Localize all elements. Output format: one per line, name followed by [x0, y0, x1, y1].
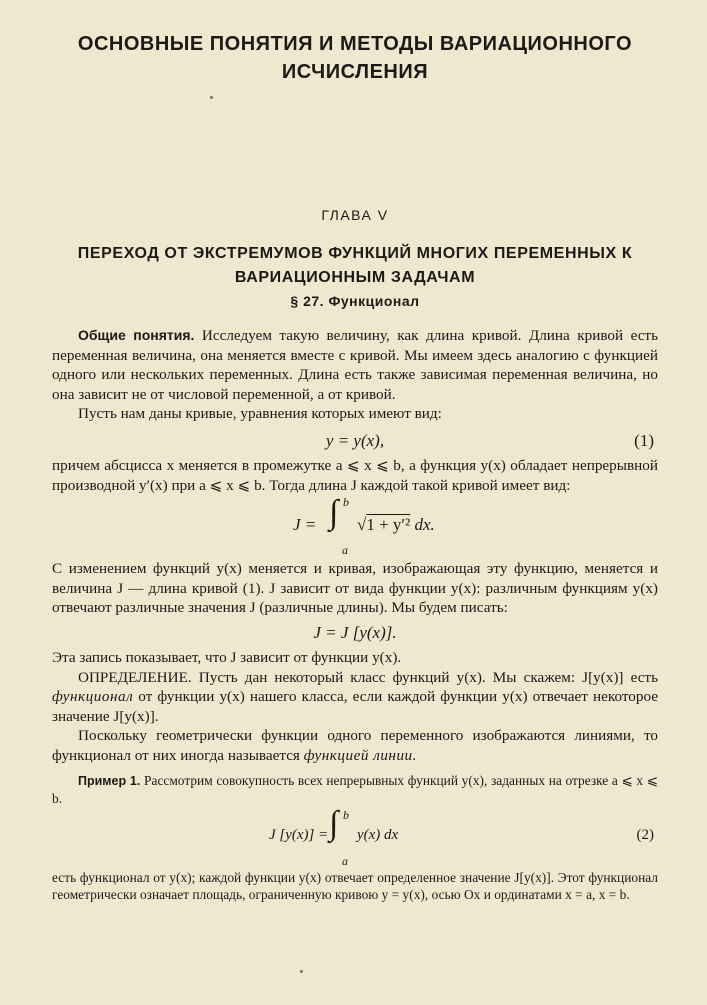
paragraph-term: функцией линии. — [303, 746, 417, 764]
chapter-title: ПЕРЕХОД ОТ ЭКСТРЕМУМОВ ФУНКЦИЙ МНОГИХ ПЕРЕМЕННЫХ К ВАРИАЦИОННЫМ ЗАДАЧАМ — [77, 245, 633, 286]
formula-2 — [52, 495, 658, 559]
paragraph-definition — [52, 668, 658, 727]
definition-lead: ОПРЕДЕЛЕНИЕ. — [78, 668, 192, 686]
integral — [225, 804, 485, 869]
paragraph-notation: Эта запись показывает, что J зависит от функции y(x). — [52, 648, 402, 666]
book-page — [52, 30, 658, 985]
example-block — [52, 772, 658, 903]
paragraph-text: Поскольку геометрически функции одного переменного изображаются линиями, то функционал от них иногда называется — [52, 727, 658, 764]
paragraph-dependence: С изменением функций y(x) меняется и кривая, изображающая эту функцию, меняется и величина J — длина кривой (1). J зависит от вида функции y(x): различным функциям y(x) отвечают различные значения J (различные длины). Мы будем писать: — [52, 560, 658, 617]
equation-number: (2) — [636, 826, 654, 843]
integral-upper-limit: b — [343, 495, 349, 510]
integrand: y(x) dx — [357, 826, 399, 843]
paragraph-intro — [52, 326, 658, 404]
formula-3 — [52, 618, 658, 648]
integrand — [357, 515, 435, 535]
integral-sign: ∫ — [329, 494, 339, 532]
formula-lhs: J = — [293, 515, 317, 535]
integral-lower-limit: a — [342, 853, 348, 868]
paragraph-abscissa: причем абсцисса x меняется в промежутке a ⩽ x ⩽ b, а функция y(x) обладает непрерывной производной y′(x) при a ⩽ x ⩽ b. Тогда длина J каждой такой кривой имеет вид: — [52, 456, 658, 494]
paragraph-text: Исследуем такую величину, как длина кривой. Длина кривой есть переменная величина, она меняется вместе с кривой. Мы имеем здесь аналогию с функцией одного или нескольких переменных. Длина есть также зависимая переменная величина, но она зависит не от числовой переменной, а от кривой. — [52, 327, 658, 403]
paragraph-geometric — [52, 726, 658, 765]
definition-text: Пусть дан некоторый класс функций y(x). Мы скажем: J[y(x)] есть — [191, 668, 658, 686]
formula-expression: y = y(x), — [325, 430, 385, 450]
page-title: ОСНОВНЫЕ ПОНЯТИЯ И МЕТОДЫ ВАРИАЦИОННОГО ИСЧИСЛЕНИЯ — [77, 33, 633, 83]
example-explanation: есть функционал от y(x); каждой функции y(x) отвечает определенное значение J[y(x)]. Этот функционал геометрически означает площадь, ограниченную кривою y = y(x), осью Ox и ординатами x = a, x = b. — [52, 869, 658, 902]
radicand: 1 + y′² — [366, 515, 411, 535]
chapter-label: ГЛАВА V — [321, 207, 389, 223]
formula-lhs: J [y(x)] = — [269, 826, 329, 843]
definition-text: от функции y(x) нашего класса, если каждой функции y(x) отвечает некоторое значение J[y(x)]. — [52, 688, 658, 725]
body-text — [52, 326, 658, 903]
integral-upper-limit: b — [343, 807, 349, 822]
paragraph-curves: Пусть нам даны кривые, уравнения которых имеют вид: — [78, 405, 442, 423]
root-sign: √ — [357, 515, 367, 535]
formula-expression: J = J [y(x)]. — [313, 622, 397, 642]
formula-1 — [52, 426, 658, 456]
integral-sign: ∫ — [329, 804, 339, 842]
example-lead: Пример 1. — [78, 773, 141, 788]
example-text: Рассмотрим совокупность всех непрерывных функций y(x), заданных на отрезке a ⩽ x ⩽ b. — [52, 772, 658, 806]
section-title: § 27. Функционал — [290, 293, 420, 309]
differential: dx. — [410, 515, 435, 535]
formula-2-example — [52, 804, 658, 869]
example-intro — [52, 772, 658, 807]
paragraph-lead: Общие понятия. — [78, 327, 195, 343]
definition-term: функционал — [52, 688, 134, 706]
integral — [225, 495, 485, 559]
integral-lower-limit: a — [342, 543, 348, 558]
equation-number: (1) — [634, 430, 654, 450]
